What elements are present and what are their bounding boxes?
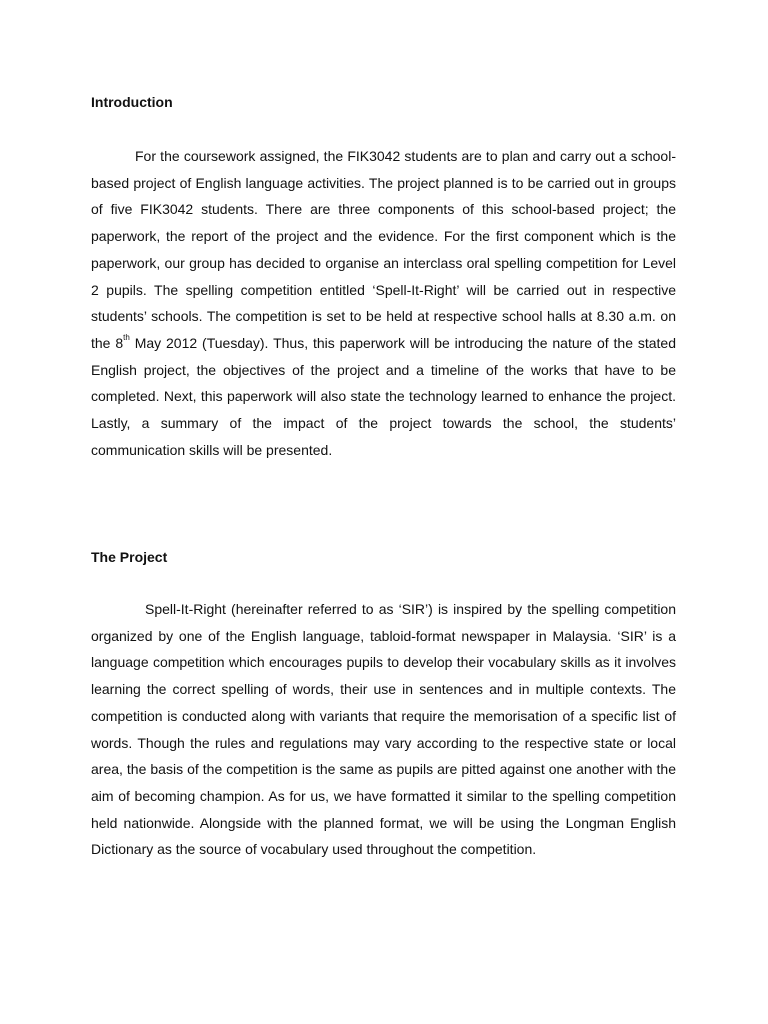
section-heading-introduction: Introduction (91, 94, 173, 110)
ordinal-suffix: th (123, 333, 130, 343)
introduction-paragraph (91, 143, 676, 463)
section-heading-the-project: The Project (91, 549, 168, 565)
introduction-text-part-2: May 2012 (Tuesday). Thus, this paperwork will be introducing the nature of the stated English project, the objectives of the project and a timeline of the works that have to be completed. Next, this paperwork will also state the technology learned to enhance the project. Lastly, a summary of the impact of the project towards the school, the students’ communication skills will be presented. (91, 334, 676, 458)
introduction-text-part-1: For the coursework assigned, the FIK3042 students are to plan and carry out a school-based project of English language activities. The project planned is to be carried out in groups of five FIK3042 students. There are three components of this school-based project; the paperwork, the report of the project and the evidence. For the first component which is the paperwork, our group has decided to organise an interclass oral spelling competition for Level 2 pupils. The spelling competition entitled ‘Spell-It-Right’ will be carried out in respective students’ schools. The competition is set to be held at respective school halls at 8.30 a.m. on the 8 (91, 148, 676, 351)
project-text: Spell-It-Right (hereinafter referred to as ‘SIR’) is inspired by the spelling competition organized by one of the English language, tabloid-format newspaper in Malaysia. ‘SIR’ is a language competition which encourages pupils to develop their vocabulary skills as it involves learning the correct spelling of words, their use in sentences and in multiple contexts. The competition is conducted along with variants that require the memorisation of a specific list of words. Though the rules and regulations may vary according to the respective state or local area, the basis of the competition is the same as pupils are pitted against one another with the aim of becoming champion. As for us, we have formatted it similar to the spelling competition held nationwide. Alongside with the planned format, we will be using the Longman English Dictionary as the source of vocabulary used throughout the competition. (91, 601, 676, 858)
project-paragraph (91, 596, 676, 863)
